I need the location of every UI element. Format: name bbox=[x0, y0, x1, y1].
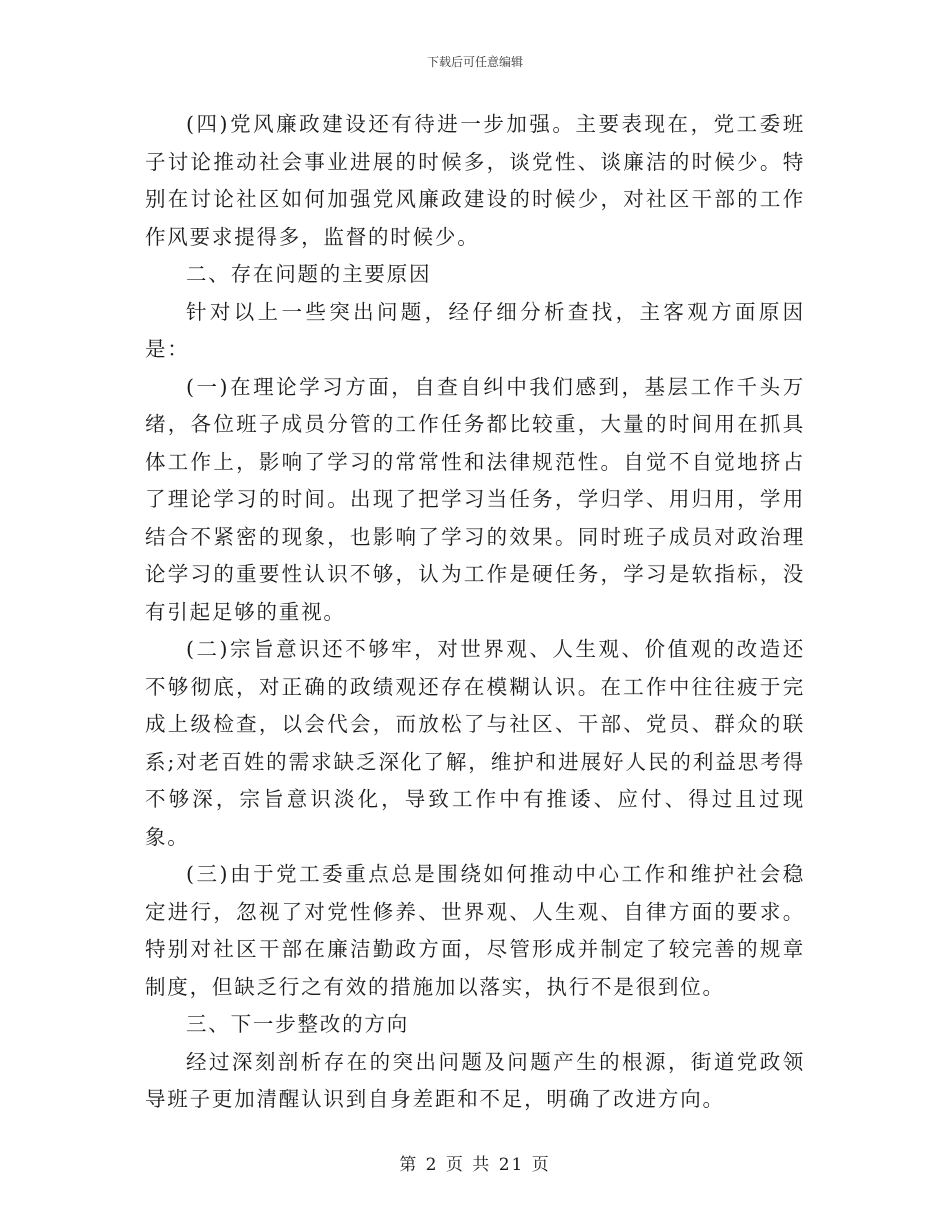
section-heading-main-causes: 二、存在问题的主要原因 bbox=[186, 262, 432, 286]
paragraph-improvement-direction: 经过深刻剖析存在的突出问题及问题产生的根源，街道党政领导班子更加清醒认识到自身差距和不足，明确了改进方向。 bbox=[145, 1049, 805, 1111]
paragraph-purpose-awareness: (二)宗旨意识还不够牢，对世界观、人生观、价值观的改造还不够彻底，对正确的政绩观还存在模糊认识。在工作中往往疲于完成上级检查，以会代会，而放松了与社区、干部、党员、群众的联系;对老百姓的需求缺乏深化了解，维护和进展好人民的利益思考得不够深，宗旨意识淡化，导致工作中有推诿、应付、得过且过现象。 bbox=[145, 637, 805, 849]
section-heading-next-steps: 三、下一步整改的方向 bbox=[186, 1012, 409, 1036]
page-header-note: 下载后可任意编辑 bbox=[426, 55, 523, 69]
paragraph-work-focus: (三)由于党工委重点总是围绕如何推动中心工作和维护社会稳定进行，忽视了对党性修养、世界观、人生观、自律方面的要求。特别对社区干部在廉洁勤政方面，尽管形成并制定了较完善的规章制度，但缺乏行之有效的措施加以落实，执行不是很到位。 bbox=[145, 862, 805, 999]
paragraph-causes-intro: 针对以上一些突出问题，经仔细分析查找，主客观方面原因是： bbox=[145, 299, 805, 361]
paragraph-theory-study: (一)在理论学习方面，自查自纠中我们感到，基层工作千头万绪，各位班子成员分管的工作任务都比较重，大量的时间用在抓具体工作上，影响了学习的常常性和法律规范性。自觉不自觉地挤占了理论学习的时间。出现了把学习当任务，学归学、用归用，学用结合不紧密的现象，也影响了学习的效果。同时班子成员对政治理论学习的重要性认识不够，认为工作是硬任务，学习是软指标，没有引起足够的重视。 bbox=[145, 374, 805, 624]
paragraph-party-conduct: (四)党风廉政建设还有待进一步加强。主要表现在，党工委班子讨论推动社会事业进展的时候多，谈党性、谈廉洁的时候少。特别在讨论社区如何加强党风廉政建设的时候少，对社区干部的工作作风要求提得多，监督的时候少。 bbox=[145, 112, 805, 249]
page-number: 第 2 页 共 21 页 bbox=[399, 1155, 551, 1175]
document-body bbox=[145, 106, 805, 1119]
